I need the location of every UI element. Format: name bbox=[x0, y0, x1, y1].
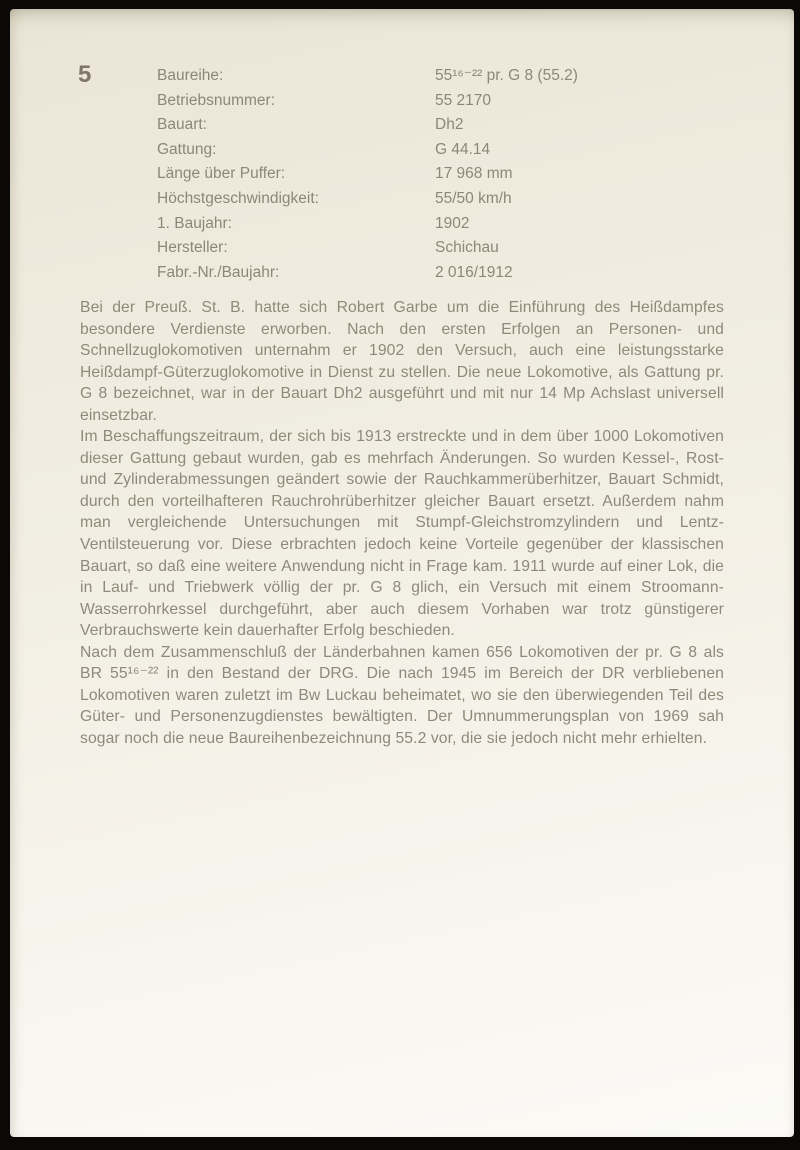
spec-value: 55 2170 bbox=[435, 91, 492, 109]
spec-label: Hersteller: bbox=[157, 239, 228, 257]
spec-label: Bauart: bbox=[157, 116, 207, 134]
paragraph-1: Bei der Preuß. St. B. hatte sich Robert Garbe um die Einführung des Heißdampfes besondere Verdienste erworben. Nach den ersten Erfolgen an Personen- und Schnellzuglokomotiven unternahm er 1902 den Versuch, auch eine leistungsstarke Heißdampf-Güterzuglokomotive in Dienst zu stellen. Die neue Lokomotive, als Gattung pr. G 8 bezeichnet, war in der Bauart Dh2 ausgeführt und mit nur 14 Mp Achslast universell einsetzbar. bbox=[80, 299, 724, 424]
spec-label: Gattung: bbox=[157, 140, 217, 158]
spec-value: G 44.14 bbox=[435, 140, 491, 158]
spec-row bbox=[157, 89, 717, 114]
spec-row bbox=[157, 162, 717, 187]
spec-label: Höchstgeschwindigkeit: bbox=[157, 189, 319, 207]
spec-value: 1902 bbox=[435, 214, 470, 232]
spec-row bbox=[157, 187, 717, 212]
spec-value: 55/50 km/h bbox=[435, 189, 512, 207]
spec-row bbox=[157, 236, 717, 261]
paragraph-3: Nach dem Zusammenschluß der Länderbahnen kamen 656 Lokomotiven der pr. G 8 als BR 55¹⁶⁻²² in den Bestand der DRG. Die nach 1945 im Bereich der DR verbliebenen Lokomotiven waren zuletzt im Bw Luckau beheimatet, wo sie den überwiegenden Teil des Güter- und Personenzugdienstes bewältigten. Der Umnummerungsplan von 1969 sah sogar noch die neue Baureihenbezeichnung 55.2 vor, die sie jedoch nicht mehr erhielten. bbox=[80, 643, 724, 747]
spec-value: Dh2 bbox=[435, 116, 464, 134]
spec-row bbox=[157, 261, 717, 286]
spec-row bbox=[157, 113, 717, 138]
spec-value: 2 016/1912 bbox=[435, 263, 513, 281]
document-page bbox=[10, 9, 794, 1137]
spec-label: Fabr.-Nr./Baujahr: bbox=[157, 263, 280, 281]
spec-label: 1. Baujahr: bbox=[157, 214, 232, 232]
spec-label: Betriebsnummer: bbox=[157, 91, 276, 109]
page-number: 5 bbox=[78, 61, 92, 88]
spec-label: Baureihe: bbox=[157, 67, 224, 84]
spec-label: Länge über Puffer: bbox=[157, 165, 286, 183]
spec-value: Schichau bbox=[435, 239, 499, 257]
spec-value: 17 968 mm bbox=[435, 165, 513, 183]
spec-value: 55¹⁶⁻²² pr. G 8 (55.2) bbox=[435, 67, 578, 84]
spec-row bbox=[157, 64, 717, 89]
paragraph-2: Im Beschaffungszeitraum, der sich bis 1913 erstreckte und in dem über 1000 Lokomotiven dieser Gattung gebaut wurden, gab es mehrfach Änderungen. So wurden Kessel-, Rost- und Zylinderabmessungen geändert sowie der Rauchkammerüberhitzer, Bauart Schmidt, durch den vorteilhafteren Rauchrohrüberhitzer gleicher Bauart ersetzt. Außerdem nahm man vergleichende Untersuchungen mit Stumpf-Gleichstromzylindern und Lentz-Ventilsteuerung vor. Diese erbrachten jedoch keine Vorteile gegenüber der klassischen Bauart, so daß eine weitere Anwendung nicht in Frage kam. 1911 wurde auf einer Lok, die in Lauf- und Triebwerk völlig der pr. G 8 glich, ein Versuch mit einem Stroomann-Wasserrohrkessel durchgeführt, aber auch diesem Vorhaben war trotz günstigerer Verbrauchswerte kein dauerhafter Erfolg beschieden. bbox=[80, 428, 724, 640]
spec-table bbox=[157, 64, 717, 285]
body-text bbox=[80, 297, 724, 749]
spec-row bbox=[157, 138, 717, 163]
spec-row bbox=[157, 212, 717, 237]
